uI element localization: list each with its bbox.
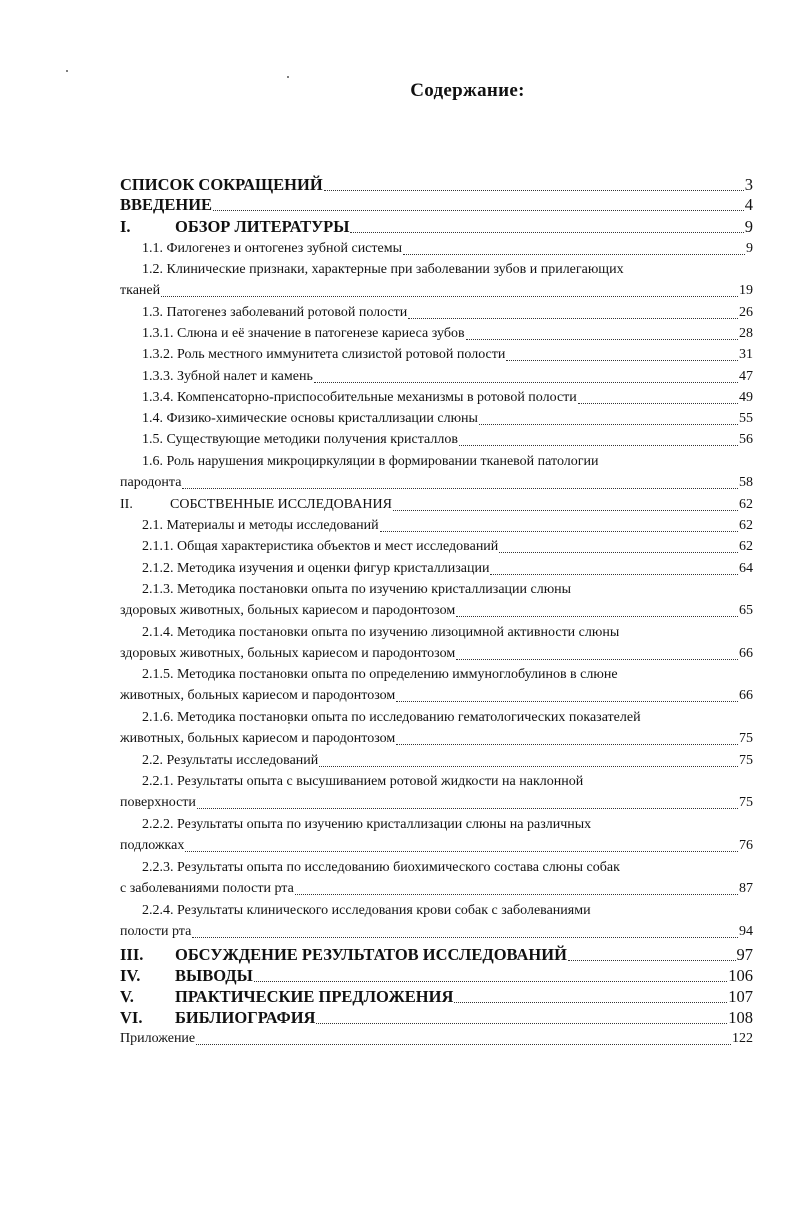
toc-entry[interactable]: [120, 945, 753, 965]
toc-entry-text: 2.2.4. Результаты клинического исследования крови собак с заболеваниями: [142, 903, 591, 918]
toc-entry-text: 2.2. Результаты исследований: [142, 753, 319, 768]
toc-page-number: 75: [739, 795, 753, 810]
toc-page-number: 66: [739, 688, 753, 703]
toc-entry[interactable]: [120, 1008, 753, 1028]
toc-entry-text: 2.2.3. Результаты опыта по исследованию биохимического состава слюны собак: [142, 860, 620, 875]
toc-page-number: 47: [739, 369, 753, 384]
toc-page-number: 31: [739, 347, 753, 362]
dot-leader: [454, 1002, 727, 1003]
toc-entry-continuation: здоровых животных, больных кариесом и пародонтозом: [120, 603, 456, 618]
toc-entry[interactable]: [120, 303, 753, 323]
dot-leader: [499, 552, 738, 553]
toc-page-number: 28: [739, 326, 753, 341]
dot-leader: [490, 574, 738, 575]
toc-entry[interactable]: [120, 388, 753, 408]
toc-entry-text: ВЫВОДЫ: [175, 966, 253, 985]
dot-leader: [316, 1023, 727, 1024]
toc-entry[interactable]: [120, 473, 753, 493]
scan-speck: [287, 76, 289, 78]
toc-entry-text: 1.5. Существующие методики получения кристаллов: [142, 432, 458, 447]
toc-page-number: 66: [739, 646, 753, 661]
toc-entry-continuation: подложках: [120, 838, 185, 853]
dot-leader: [403, 254, 745, 255]
toc-page-number: 62: [739, 518, 753, 533]
dot-leader: [295, 894, 738, 895]
dot-leader: [396, 744, 738, 745]
toc-entry-text: СОБСТВЕННЫЕ ИССЛЕДОВАНИЯ: [170, 497, 392, 512]
toc-entry-text: 2.1.3. Методика постановки опыта по изучению кристаллизации слюны: [142, 582, 572, 597]
dot-leader: [408, 318, 738, 319]
dot-leader: [197, 808, 738, 809]
toc-page-number: 58: [739, 475, 753, 490]
toc-entry-text: 2.1.4. Методика постановки опыта по изучению лизоцимной активности слюны: [142, 625, 620, 640]
toc-entry-number: IV.: [120, 966, 141, 985]
toc-page-number: 76: [739, 838, 753, 853]
toc-entry-text: 1.3. Патогенез заболеваний ротовой полости: [142, 305, 408, 320]
toc-entry[interactable]: [120, 793, 753, 813]
dot-leader: [213, 210, 744, 211]
toc-entry-text: 2.1.6. Методика постановки опыта по исследованию гематологических показателей: [142, 710, 641, 725]
toc-entry-number: VI.: [120, 1008, 143, 1027]
toc-entry[interactable]: [120, 217, 753, 237]
toc-entry-number: V.: [120, 987, 134, 1006]
dot-leader: [456, 659, 738, 660]
dot-leader: [568, 960, 736, 961]
toc-entry-text: 2.1.5. Методика постановки опыта по определению иммуноглобулинов в слюне: [142, 667, 618, 682]
dot-leader: [254, 981, 727, 982]
dot-leader: [380, 531, 738, 532]
toc-entry[interactable]: [120, 729, 753, 749]
toc-page-number: 64: [739, 561, 753, 576]
dot-leader: [578, 403, 738, 404]
toc-entry-text: ПРАКТИЧЕСКИЕ ПРЕДЛОЖЕНИЯ: [175, 987, 454, 1006]
toc-entry-continuation: животных, больных кариесом и пародонтозом: [120, 688, 396, 703]
toc-entry-text: 1.6. Роль нарушения микроциркуляции в формировании тканевой патологии: [142, 454, 599, 469]
toc-entry[interactable]: [120, 367, 753, 387]
toc-entry-number: II.: [120, 497, 133, 512]
dot-leader: [196, 1044, 731, 1045]
toc-entry[interactable]: [120, 987, 753, 1007]
toc-entry[interactable]: [120, 239, 753, 259]
toc-page-number: 75: [739, 731, 753, 746]
toc-page-number: 9: [746, 241, 753, 256]
toc-entry[interactable]: [120, 601, 753, 621]
toc-entry-text: Приложение: [120, 1031, 196, 1046]
toc-entry[interactable]: [120, 922, 753, 942]
dot-leader: [506, 360, 738, 361]
toc-page-number: 65: [739, 603, 753, 618]
toc-entry[interactable]: [120, 430, 753, 450]
toc-entry-text: 2.1. Материалы и методы исследований: [142, 518, 379, 533]
toc-entry-text: СПИСОК СОКРАЩЕНИЙ: [120, 175, 323, 194]
toc-page-number: 56: [739, 432, 753, 447]
dot-leader: [324, 190, 744, 191]
dot-leader: [396, 701, 738, 702]
toc-entry[interactable]: [120, 281, 753, 301]
dot-leader: [161, 296, 738, 297]
toc-entry-text: 1.3.4. Компенсаторно-приспособительные механизмы в ротовой полости: [142, 390, 577, 405]
dot-leader: [182, 488, 738, 489]
toc-entry-text: 1.3.2. Роль местного иммунитета слизистой ротовой полости: [142, 347, 506, 362]
toc-page-number: 62: [739, 539, 753, 554]
toc-page-number: 75: [739, 753, 753, 768]
toc-entry-text: ВВЕДЕНИЕ: [120, 195, 213, 214]
toc-entry[interactable]: [120, 644, 753, 664]
toc-entry-text: 1.3.1. Слюна и её значение в патогенезе кариеса зубов: [142, 326, 465, 341]
toc-page-number: 9: [744, 217, 753, 236]
toc-entry[interactable]: [120, 879, 753, 899]
toc-entry-continuation: с заболеваниями полости рта: [120, 881, 294, 896]
dot-leader: [185, 851, 738, 852]
toc-page-number: 106: [728, 966, 753, 985]
toc-entry[interactable]: [120, 345, 753, 365]
toc-page-number: 62: [739, 497, 753, 512]
toc-entry[interactable]: [120, 409, 753, 429]
toc-page-number: 49: [739, 390, 753, 405]
toc-page-number: 94: [739, 924, 753, 939]
scan-speck: [66, 70, 68, 72]
toc-entry-text: 1.2. Клинические признаки, характерные при заболевании зубов и прилегающих: [142, 262, 624, 277]
dot-leader: [479, 424, 738, 425]
toc-entry-text: ОБЗОР ЛИТЕРАТУРЫ: [175, 217, 350, 236]
toc-entry-text: 1.1. Филогенез и онтогенез зубной системы: [142, 241, 402, 256]
toc-entry-text: 2.2.2. Результаты опыта по изучению кристаллизации слюны на различных: [142, 817, 592, 832]
toc-entry-continuation: животных, больных кариесом и пародонтозом: [120, 731, 396, 746]
toc-entry-continuation: пародонта: [120, 475, 182, 490]
dot-leader: [314, 382, 738, 383]
toc-entry-number: III.: [120, 945, 144, 964]
toc-entry[interactable]: [120, 324, 753, 344]
dot-leader: [466, 339, 738, 340]
toc-page-number: 97: [736, 945, 753, 964]
toc-entry-continuation: поверхности: [120, 795, 196, 810]
toc-entry[interactable]: [120, 195, 753, 215]
toc-entry[interactable]: [120, 559, 753, 579]
toc-page-number: 4: [744, 195, 753, 214]
dot-leader: [319, 766, 738, 767]
toc-entry[interactable]: [120, 537, 753, 557]
dot-leader: [456, 616, 738, 617]
toc-entry-text: 2.1.1. Общая характеристика объектов и мест исследований: [142, 539, 499, 554]
dot-leader: [192, 937, 738, 938]
toc-entry-continuation: здоровых животных, больных кариесом и пародонтозом: [120, 646, 456, 661]
toc-entry[interactable]: [120, 1029, 753, 1049]
toc-entry-text: 2.1.2. Методика изучения и оценки фигур кристаллизации: [142, 561, 490, 576]
toc-page-number: 3: [744, 175, 753, 194]
toc-entry-continuation: тканей: [120, 283, 161, 298]
toc-page-number: 87: [739, 881, 753, 896]
toc-entry[interactable]: [120, 751, 753, 771]
toc-entry-text: БИБЛИОГРАФИЯ: [175, 1008, 316, 1027]
toc-entry[interactable]: [120, 495, 753, 515]
toc-page-number: 122: [732, 1031, 753, 1046]
toc-entry[interactable]: [120, 966, 753, 986]
toc-entry-text: ОБСУЖДЕНИЕ РЕЗУЛЬТАТОВ ИССЛЕДОВАНИЙ: [175, 945, 567, 964]
dot-leader: [393, 510, 738, 511]
toc-entry[interactable]: [120, 686, 753, 706]
toc-page-number: 26: [739, 305, 753, 320]
page-title: Содержание:: [410, 80, 525, 101]
toc-entry-number: I.: [120, 217, 131, 236]
toc-entry[interactable]: [120, 836, 753, 856]
toc-page-number: 108: [728, 1008, 753, 1027]
dot-leader: [350, 232, 743, 233]
toc-page-number: 55: [739, 411, 753, 426]
toc-entry[interactable]: [120, 516, 753, 536]
toc-entry-text: 1.3.3. Зубной налет и камень: [142, 369, 313, 384]
toc-page-number: 107: [728, 987, 753, 1006]
toc-entry-text: 1.4. Физико-химические основы кристаллизации слюны: [142, 411, 478, 426]
toc-entry-text: 2.2.1. Результаты опыта с высушиванием ротовой жидкости на наклонной: [142, 774, 584, 789]
toc-entry[interactable]: [120, 175, 753, 195]
dot-leader: [459, 445, 738, 446]
toc-entry-continuation: полости рта: [120, 924, 192, 939]
toc-page-number: 19: [739, 283, 753, 298]
